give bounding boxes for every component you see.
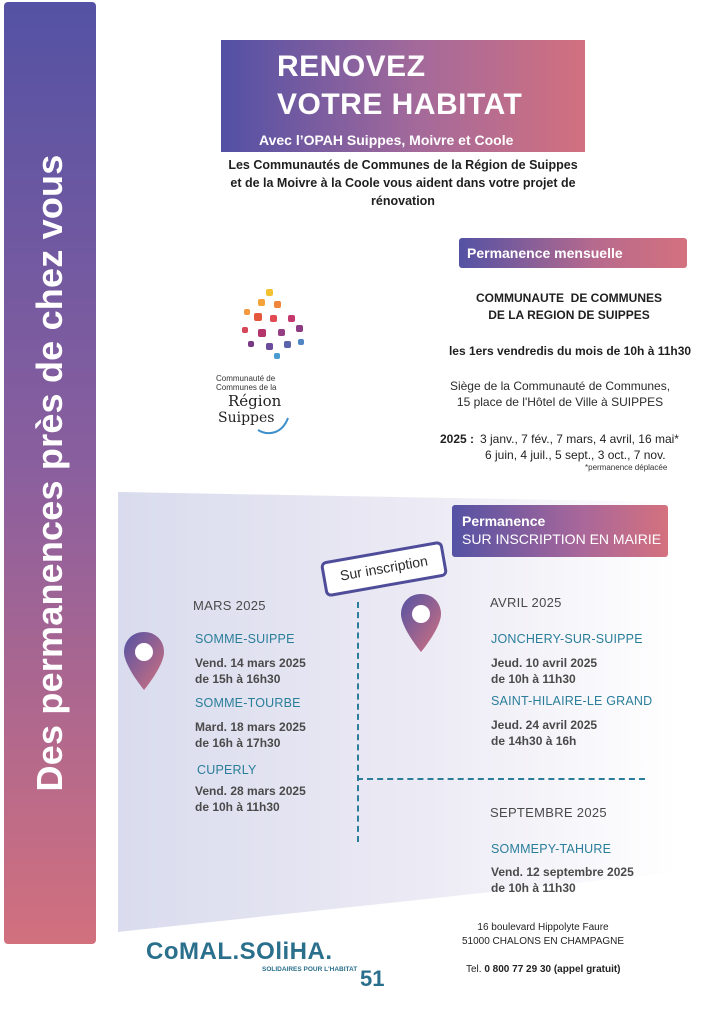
logo-region-word: Région: [228, 392, 282, 410]
month-heading-april: AVRIL 2025: [490, 595, 562, 610]
timeline-horizontal-line: [357, 778, 645, 780]
footer-phone-number[interactable]: 0 800 77 29 30 (appel gratuit): [484, 964, 621, 975]
monthly-permanence-label: Permanence mensuelle: [467, 245, 623, 261]
cc-address: [410, 378, 710, 410]
side-banner: [4, 2, 96, 944]
dates-note: *permanence déplacée: [585, 463, 668, 472]
session-hours: de 14h30 à 16h: [491, 734, 577, 748]
dates-line-1: 3 janv., 7 fév., 7 mars, 4 avril, 16 mai*: [480, 432, 679, 446]
logo-suippes-word: Suippes: [218, 410, 275, 426]
session-date: [491, 864, 634, 896]
title-line-1: RENOVEZ: [277, 50, 426, 83]
comal-soliha-logo: CoMAL.SOliHA.: [146, 938, 333, 965]
cc-title-line-2: DE LA REGION DE SUIPPES: [488, 308, 650, 322]
region-suippes-logo-icon: [230, 285, 320, 375]
session-hours: de 10h à 11h30: [491, 881, 576, 895]
footer-phone: [466, 964, 621, 975]
registration-permanence-tab: [452, 505, 668, 557]
registration-tab-line-2: SUR INSCRIPTION EN MAIRIE: [462, 531, 662, 547]
session-date: [195, 783, 306, 815]
session-hours: de 15h à 16h30: [195, 672, 281, 686]
cc-title: [438, 290, 700, 324]
footer-address-line-2: 51000 CHALONS EN CHAMPAGNE: [461, 936, 625, 947]
session-day: Mard. 18 mars 2025: [195, 720, 306, 734]
footer-phone-label: Tel.: [466, 964, 482, 975]
dates-label: 2025 :: [440, 432, 475, 446]
session-day: Jeud. 24 avril 2025: [491, 718, 598, 732]
town-name: SOMME-SUIPPE: [195, 632, 295, 646]
session-hours: de 10h à 11h30: [491, 672, 576, 686]
title-box: [221, 40, 585, 152]
session-day: Vend. 28 mars 2025: [195, 784, 306, 798]
title-subtitle: Avec l’OPAH Suippes, Moivre et Coole: [259, 132, 514, 148]
town-name: SAINT-HILAIRE-LE GRAND: [491, 694, 653, 708]
monthly-permanence-tab: [459, 238, 687, 268]
session-hours: de 16h à 17h30: [195, 736, 281, 750]
town-name: CUPERLY: [197, 763, 257, 777]
month-heading-september: SEPTEMBRE 2025: [490, 805, 607, 820]
session-day: Vend. 14 mars 2025: [195, 656, 306, 670]
logo-swoosh-icon: [256, 414, 290, 436]
logo-caption-line-1: Communauté de: [216, 374, 276, 383]
footer-address: [460, 921, 626, 949]
map-pin-icon: [122, 630, 166, 692]
town-name: SOMMEPY-TAHURE: [491, 842, 612, 856]
session-hours: de 10h à 11h30: [195, 800, 280, 814]
title-line-2: VOTRE HABITAT: [277, 88, 523, 121]
timeline-vertical-line: [357, 602, 359, 842]
town-name: JONCHERY-SUR-SUIPPE: [491, 632, 643, 646]
cc-address-line-2: 15 place de l'Hôtel de Ville à SUIPPES: [456, 395, 664, 409]
session-day: Jeud. 10 avril 2025: [491, 656, 598, 670]
registration-stamp: Sur inscription: [320, 541, 448, 598]
session-date: [491, 717, 597, 749]
comal-soliha-tagline: SOLIDAIRES POUR L'HABITAT: [262, 966, 358, 973]
dates-line-2: 6 juin, 4 juil., 5 sept., 3 oct., 7 nov.: [485, 448, 666, 462]
session-day: Vend. 12 septembre 2025: [491, 865, 634, 879]
side-banner-text: Des permanences près de chez vous: [29, 154, 70, 792]
month-heading-march: MARS 2025: [193, 598, 266, 613]
session-date: [195, 655, 306, 687]
town-name: SOMME-TOURBE: [195, 696, 301, 710]
logo-caption: [216, 374, 296, 392]
footer-address-line-1: 16 boulevard Hippolyte Faure: [477, 922, 609, 933]
cc-schedule: les 1ers vendredis du mois de 10h à 11h30: [448, 344, 692, 358]
comal-soliha-number: 51: [360, 966, 385, 991]
registration-tab-line-1: Permanence: [462, 513, 546, 529]
session-date: [195, 719, 306, 751]
cc-title-line-1: COMMUNAUTE DE COMMUNES: [476, 291, 662, 305]
intro-text: Les Communautés de Communes de la Région de Suippes et de la Moivre à la Coole vous aident dans votre projet de rénovation: [228, 158, 578, 208]
session-date: [491, 655, 597, 687]
map-pin-icon: [399, 592, 443, 654]
cc-address-line-1: Siège de la Communauté de Communes,: [449, 379, 671, 393]
logo-caption-line-2: Communes de la: [216, 383, 277, 392]
